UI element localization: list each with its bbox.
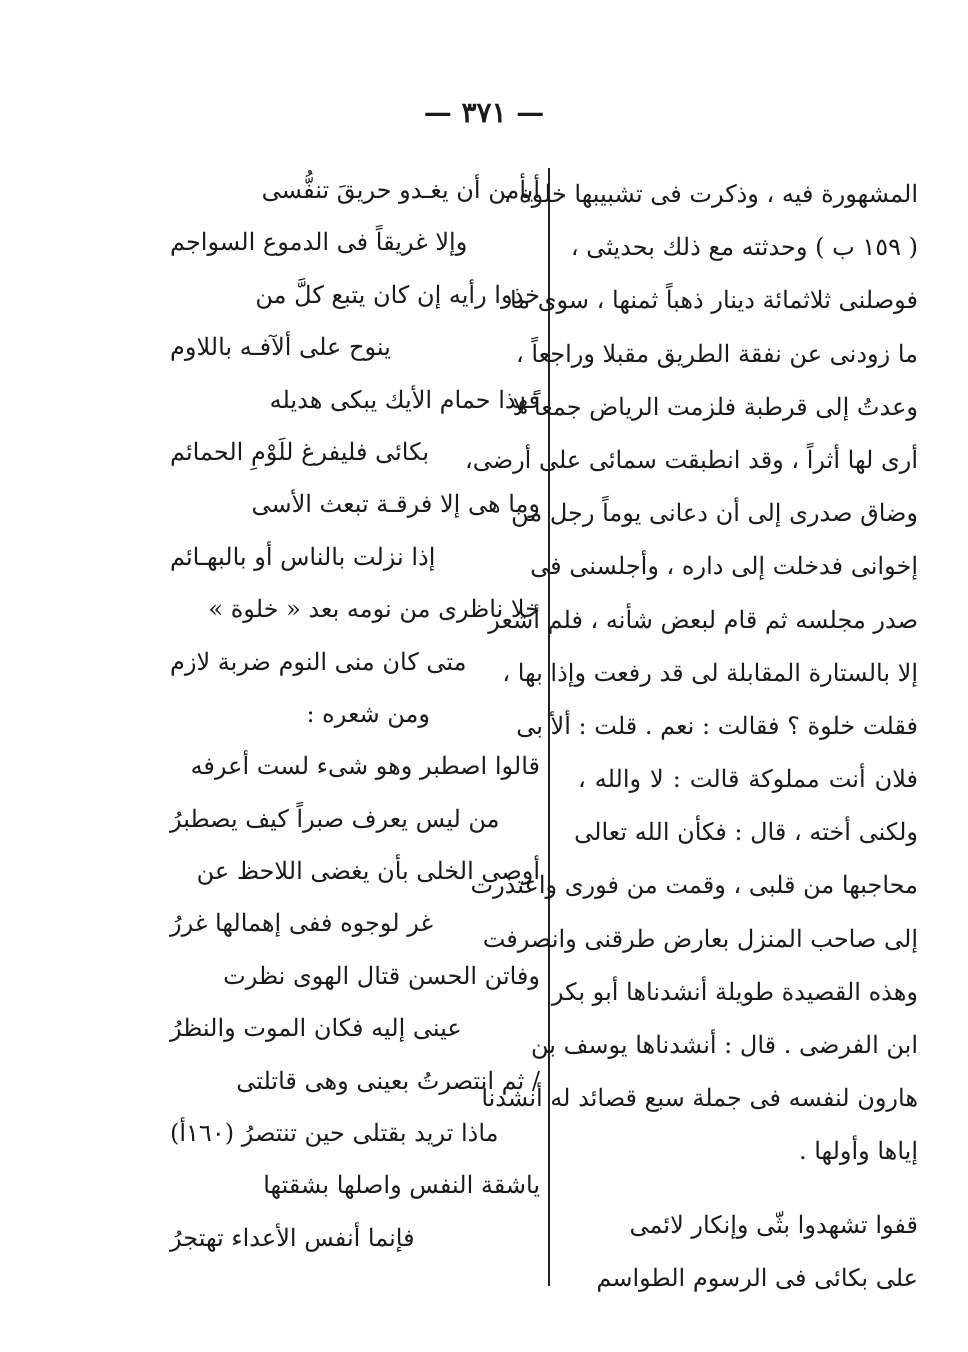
verse-second-hemistich: ينوح على ألآفـه باللاوم	[170, 333, 391, 362]
verse-first-hemistich: / ثم انتصرتُ بعينى وهى قاتلتى	[236, 1066, 540, 1095]
prose-line: وعدتُ إلى قرطبة فلزمت الرياض جمعاً لا	[512, 392, 918, 421]
prose-line: فلان أنت مملوكة قالت : لا والله ،	[578, 765, 918, 794]
verse-first-hemistich: وفاتن الحسن قتال الهوى نظرت	[223, 961, 540, 990]
verse-first-hemistich: قفوا تشهدوا بثّى وإنكار لائمى	[629, 1210, 918, 1239]
page-number: — ٣٧١ —	[423, 96, 545, 129]
verse-second-hemistich: متى كان منى النوم ضربة لازم	[170, 647, 467, 676]
right-column	[464, 168, 918, 1305]
verse-second-hemistich: وإلا غريقاً فى الدموع السواجم	[170, 228, 468, 257]
prose-line: إلا بالستارة المقابلة لى قد رفعت وإذا بها ،	[502, 658, 918, 687]
verse-second-hemistich: غر لوجوه ففى إهمالها غررُ	[170, 909, 434, 938]
prose-line: فقلت خلوة ؟ فقالت : نعم . قلت : ألأ بى	[516, 711, 918, 740]
prose-line: هارون لنفسه فى جملة سبع قصائد له أنشدنا	[481, 1084, 918, 1113]
prose-line: إلى صاحب المنزل بعارض طرقنى وانصرفت	[482, 924, 918, 953]
prose-line: وهذه القصيدة طويلة أنشدناها أبو بكر	[551, 977, 918, 1006]
verse-first-hemistich: قالوا اصطبر وهو شىء لست أعرفه	[190, 752, 540, 781]
prose-line: وضاق صدرى إلى أن دعانى يوماً رجل من	[511, 499, 918, 528]
verse-second-hemistich: فإنما أنفس الأعداء تهتجرُ	[170, 1223, 415, 1252]
section-intro: ومن شعره :	[306, 699, 430, 728]
prose-line: المشهورة فيه ، وذكرت فى تشبيبها خلوة ،	[503, 180, 918, 208]
prose-line: صدر مجلسه ثم قام لبعض شأنه ، فلم أشعر	[488, 605, 918, 634]
prose-line: ابن الفرضى . قال : أنشدناها يوسف بن	[531, 1031, 918, 1059]
verse-first-hemistich: فهذا حمام الأيك يبكى هديله	[269, 385, 540, 414]
verse-first-hemistich: أوصى الخلى بأن يغضى اللاحظ عن	[196, 857, 540, 886]
prose-line: ما زودنى عن نفقة الطريق مقبلا وراجعاً ،	[515, 339, 918, 368]
prose-line: أرى لها أثراً ، وقد انطبقت سمائى على أرضى،	[464, 445, 918, 474]
poem-block	[170, 164, 540, 688]
prose-line: إخوانى فدخلت إلى داره ، وأجلسنى فى	[530, 552, 918, 581]
prose-line: محاجبها من قلبى ، وقمت من فورى واعتذرت	[470, 871, 918, 900]
verse-second-hemistich: بكائى فليفرغ للَوْمِ الحمائم	[170, 437, 430, 466]
verse-second-hemistich: عينى إليه فكان الموت والنظرُ	[170, 1014, 462, 1043]
verse-first-hemistich: وما هى إلا فرقـة تبعث الأسى	[251, 490, 540, 519]
spacer	[578, 1179, 918, 1199]
verse-second-hemistich: إذا نزلت بالناس أو بالبهـائم	[170, 542, 436, 571]
verse-block	[578, 1199, 918, 1305]
verse-first-hemistich: ياشقة النفس واصلها بشقتها	[263, 1171, 540, 1200]
verse-second-hemistich: من ليس يعرف صبراً كيف يصطبرُ	[170, 804, 500, 833]
verse-second-hemistich: ماذا تريد بقتلى حين تنتصرُ (١٦٠أ)	[170, 1119, 499, 1148]
verse-first-hemistich: خذوا رأيه إن كان يتبع كلَّ من	[255, 280, 540, 309]
prose-paragraph	[464, 168, 918, 1179]
verse-first-hemistich: أيأمن أن يغـدو حريقَ تنفُّسى	[261, 176, 540, 204]
prose-line: إياها وأولها .	[798, 1137, 918, 1166]
verse-second-hemistich: على بكائى فى الرسوم الطواسم	[596, 1263, 918, 1292]
prose-line: ولكنى أخته ، قال : فكأن الله تعالى	[574, 818, 918, 847]
verse-first-hemistich: خلا ناظرى من نومه بعد « خلوة »	[208, 595, 540, 624]
prose-line: فوصلنى ثلاثمائة دينار ذهباً ثمنها ، سوى ما	[509, 286, 918, 315]
poem-block	[170, 740, 540, 1264]
left-column	[170, 164, 540, 1264]
prose-line: ( ١٥٩ ب ) وحدثته مع ذلك بحديثى ،	[570, 233, 918, 262]
